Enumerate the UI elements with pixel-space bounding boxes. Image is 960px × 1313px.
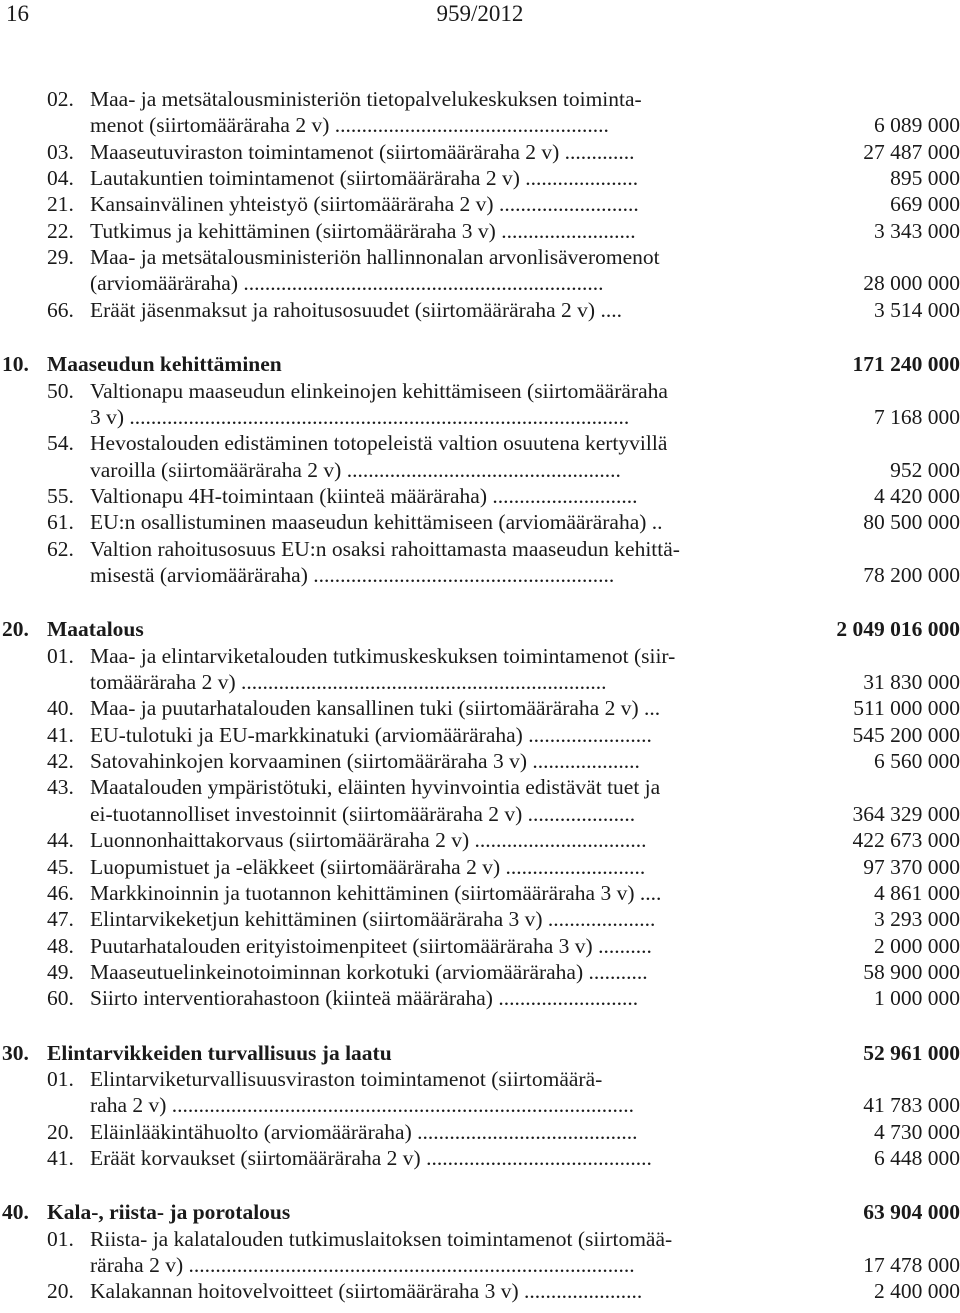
item-amount: 1 000 000 xyxy=(874,986,960,1011)
item-number: 47. xyxy=(47,907,74,932)
item-amount: 2 000 000 xyxy=(874,933,960,958)
item-number: 20. xyxy=(47,1279,74,1304)
item-amount: 78 200 000 xyxy=(863,563,960,587)
item-label: Kalakannan hoitovelvoitteet (siirtomääräraha 3 v) ...................... xyxy=(90,1279,643,1304)
item-amount: 3 514 000 xyxy=(874,297,960,322)
item-number: 46. xyxy=(47,880,74,905)
item-amount: 511 000 000 xyxy=(853,696,960,721)
item-amount: 27 487 000 xyxy=(863,139,960,164)
item-amount: 4 861 000 xyxy=(874,880,960,905)
section-amount: 2 049 016 000 xyxy=(836,617,960,642)
item-number: 40. xyxy=(47,696,74,721)
item-number: 50. xyxy=(47,378,74,403)
item-number: 44. xyxy=(47,828,74,853)
item-amount: 97 370 000 xyxy=(863,854,960,879)
item-number: 04. xyxy=(47,166,74,190)
section-number: 10. xyxy=(2,352,29,377)
item-label: Lautakuntien toimintamenot (siirtomääräraha 2 v) ..................... xyxy=(90,166,639,190)
item-number: 01. xyxy=(47,643,74,668)
item-amount: 422 673 000 xyxy=(852,828,960,853)
item-number: 29. xyxy=(47,245,74,270)
item-amount: 545 200 000 xyxy=(852,722,960,747)
item-amount: 895 000 xyxy=(890,166,960,190)
item-number: 61. xyxy=(47,510,74,535)
item-amount: 3 343 000 xyxy=(874,218,960,243)
item-amount: 2 400 000 xyxy=(874,1279,960,1304)
item-label: Hevostalouden edistäminen totopeleistä valtion osuutena kertyvillä xyxy=(90,431,668,456)
item-number: 41. xyxy=(47,1146,74,1170)
item-label: Puutarhatalouden erityistoimenpiteet (siirtomääräraha 3 v) .......... xyxy=(90,933,652,958)
document-code: 959/2012 xyxy=(436,1,524,26)
item-number: 02. xyxy=(47,87,74,111)
section-title: Maaseudun kehittäminen xyxy=(47,352,282,377)
item-number: 42. xyxy=(47,749,74,774)
item-number: 66. xyxy=(47,297,74,322)
item-number: 20. xyxy=(47,1119,74,1144)
item-number: 45. xyxy=(47,854,74,879)
item-label: Kansainvälinen yhteistyö (siirtomääräraha 2 v) .......................... xyxy=(90,192,639,217)
item-amount: 669 000 xyxy=(890,192,960,217)
item-amount: 7 168 000 xyxy=(874,404,960,429)
item-label: Eläinlääkintähuolto (arviomääräraha) ......................................... xyxy=(90,1119,638,1144)
item-amount: 58 900 000 xyxy=(863,959,960,984)
item-label: Luonnonhaittakorvaus (siirtomääräraha 2 v) ................................ xyxy=(90,828,647,853)
item-number: 01. xyxy=(47,1066,74,1091)
item-amount: 6 448 000 xyxy=(874,1146,960,1170)
item-label: Eräät jäsenmaksut ja rahoitusosuudet (siirtomääräraha 2 v) .... xyxy=(90,297,622,322)
item-number: 41. xyxy=(47,722,74,747)
item-label: Siirto interventiorahastoon (kiinteä määräraha) .......................... xyxy=(90,986,639,1011)
section-title: Maatalous xyxy=(47,617,144,642)
item-label: Maaseutuviraston toimintamenot (siirtomääräraha 2 v) ............. xyxy=(90,139,635,164)
item-label: Tutkimus ja kehittäminen (siirtomääräraha 3 v) ......................... xyxy=(90,218,636,243)
item-label: Eräät korvaukset (siirtomääräraha 2 v) .......................................... xyxy=(90,1146,652,1170)
section-amount: 52 961 000 xyxy=(863,1040,960,1065)
item-number: 60. xyxy=(47,986,74,1011)
item-amount: 364 329 000 xyxy=(852,801,960,826)
item-label: Markkinoinnin ja tuotannon kehittäminen (siirtomääräraha 3 v) .... xyxy=(90,880,662,905)
item-label: EU:n osallistuminen maaseudun kehittämiseen (arviomääräraha) .. xyxy=(90,510,663,535)
item-amount: 952 000 xyxy=(890,457,960,482)
section-amount: 63 904 000 xyxy=(863,1200,960,1225)
item-label: Elintarvikeketjun kehittäminen (siirtomääräraha 3 v) .................... xyxy=(90,907,656,932)
section-title: Elintarvikkeiden turvallisuus ja laatu xyxy=(47,1040,392,1065)
item-label: Maa- ja elintarviketalouden tutkimuskeskuksen toimintamenot (siir- xyxy=(90,643,676,668)
section-title: Kala-, riista- ja porotalous xyxy=(47,1200,291,1225)
item-label: tomääräraha 2 v) .................................................................... xyxy=(90,670,607,694)
item-amount: 28 000 000 xyxy=(863,271,960,296)
item-label: räraha 2 v) ................................................................................... xyxy=(90,1253,635,1277)
page-number: 16 xyxy=(6,1,29,26)
section-amount: 171 240 000 xyxy=(852,352,960,377)
item-label: Satovahinkojen korvaaminen (siirtomääräraha 3 v) .................... xyxy=(90,749,640,774)
item-number: 22. xyxy=(47,218,74,243)
item-number: 49. xyxy=(47,959,74,984)
item-amount: 17 478 000 xyxy=(863,1253,960,1277)
item-number: 43. xyxy=(47,775,74,800)
item-number: 03. xyxy=(47,139,74,164)
item-label: menot (siirtomääräraha 2 v) ................................................... xyxy=(90,113,609,138)
item-number: 48. xyxy=(47,933,74,958)
item-label: Riista- ja kalatalouden tutkimuslaitoksen toimintamenot (siirtomää- xyxy=(90,1226,673,1251)
item-amount: 4 420 000 xyxy=(874,483,960,508)
item-label: Maatalouden ympäristötuki, eläinten hyvinvointia edistävät tuet ja xyxy=(90,775,661,800)
item-amount: 6 560 000 xyxy=(874,749,960,774)
item-number: 54. xyxy=(47,431,74,456)
item-label: Maa- ja metsätalousministeriön hallinnonalan arvonlisäveromenot xyxy=(90,245,660,270)
section-number: 30. xyxy=(2,1040,29,1065)
item-label: Maaseutuelinkeinotoiminnan korkotuki (arviomääräraha) ........... xyxy=(90,959,648,984)
item-label: Luopumistuet ja -eläkkeet (siirtomääräraha 2 v) .......................... xyxy=(90,854,646,879)
item-label: varoilla (siirtomääräraha 2 v) ................................................... xyxy=(90,457,621,482)
item-number: 55. xyxy=(47,483,74,508)
section-number: 40. xyxy=(2,1200,29,1225)
item-label: Valtionapu maaseudun elinkeinojen kehittämiseen (siirtomääräraha xyxy=(90,378,668,403)
item-label: EU-tulotuki ja EU-markkinatuki (arviomääräraha) ....................... xyxy=(90,722,652,747)
item-label: Maa- ja puutarhatalouden kansallinen tuki (siirtomääräraha 2 v) ... xyxy=(90,696,661,721)
item-label: Valtion rahoitusosuus EU:n osaksi rahoittamasta maaseudun kehittä- xyxy=(90,536,680,561)
item-label: 3 v) ............................................................................................. xyxy=(90,404,630,429)
section-number: 20. xyxy=(2,617,29,642)
item-label: misestä (arviomääräraha) ........................................................ xyxy=(90,563,615,587)
item-number: 01. xyxy=(47,1226,74,1251)
item-amount: 31 830 000 xyxy=(863,670,960,694)
item-number: 21. xyxy=(47,192,74,217)
item-label: ei-tuotannolliset investoinnit (siirtomääräraha 2 v) .................... xyxy=(90,801,636,826)
item-amount: 3 293 000 xyxy=(874,907,960,932)
item-amount: 4 730 000 xyxy=(874,1119,960,1144)
item-label: Elintarviketurvallisuusviraston toimintamenot (siirtomäärä- xyxy=(90,1066,603,1091)
item-number: 62. xyxy=(47,536,74,561)
item-amount: 6 089 000 xyxy=(874,113,960,138)
item-label: raha 2 v) ...................................................................................... xyxy=(90,1093,635,1118)
item-label: Valtionapu 4H-toimintaan (kiinteä määräraha) ........................... xyxy=(90,483,638,508)
item-label: (arviomääräraha) ................................................................... xyxy=(90,271,604,296)
item-amount: 80 500 000 xyxy=(863,510,960,535)
item-amount: 41 783 000 xyxy=(863,1093,960,1118)
item-label: Maa- ja metsätalousministeriön tietopalvelukeskuksen toiminta- xyxy=(90,87,642,111)
